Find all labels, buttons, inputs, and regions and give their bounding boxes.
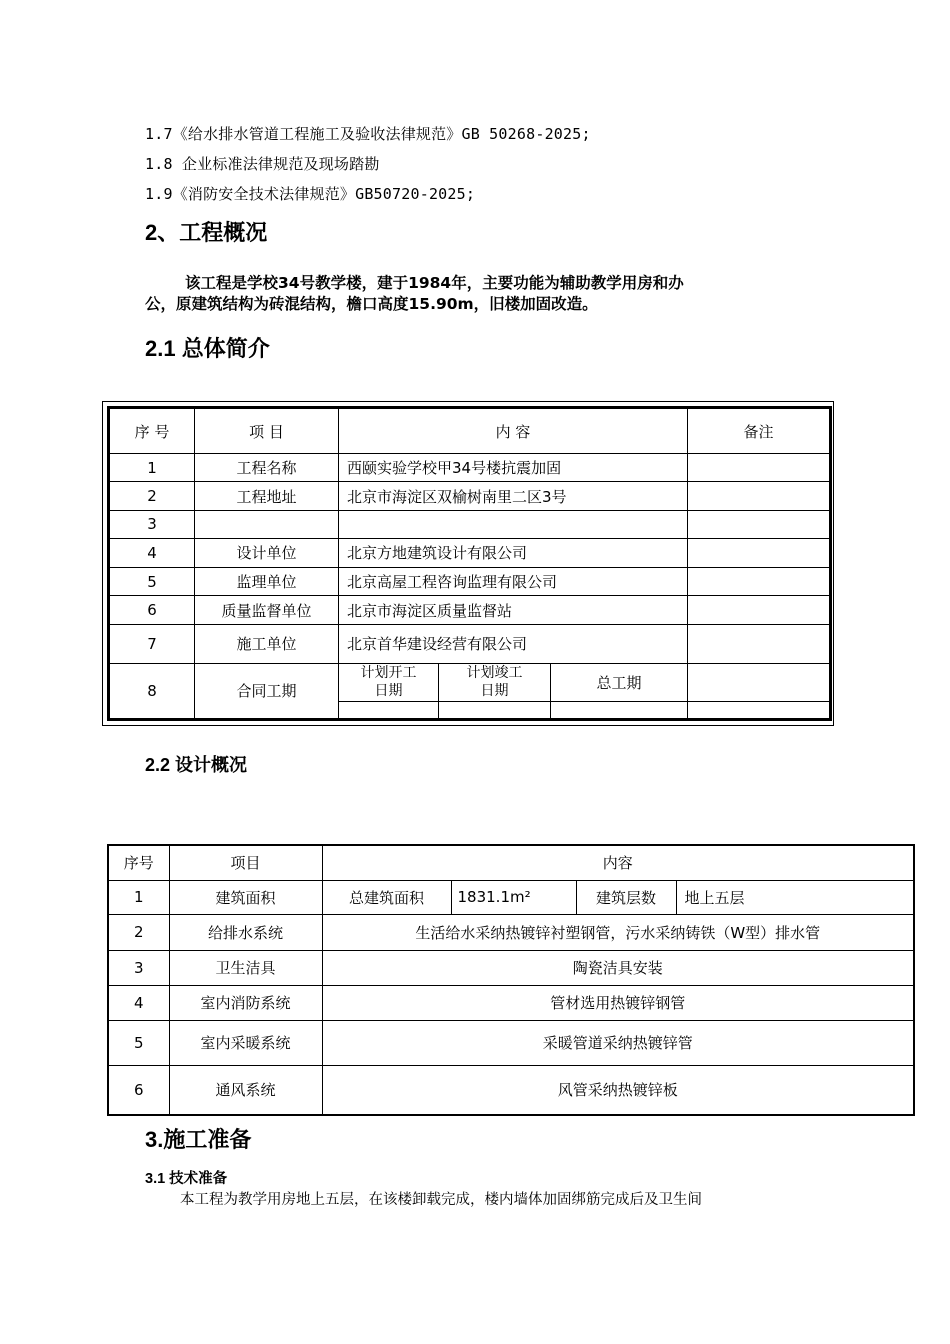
- cell-seq: 2: [109, 482, 195, 510]
- header-content: 内 容: [339, 408, 688, 454]
- table-row: [109, 625, 831, 663]
- floors-label: 建筑层数: [576, 880, 676, 914]
- header-item: 项 目: [195, 408, 339, 454]
- header-content: 内容: [322, 845, 914, 880]
- table-row: [108, 880, 914, 914]
- cell-content: 北京方地建筑设计有限公司: [339, 538, 688, 567]
- cell-item: 给排水系统: [169, 914, 322, 950]
- cell-seq: 5: [108, 1020, 169, 1065]
- cell-note: [688, 663, 831, 701]
- planned-end-line-2: 日期: [480, 683, 509, 700]
- header-seq: 序号: [108, 845, 169, 880]
- table-row: [109, 454, 831, 482]
- cell-seq: 6: [108, 1065, 169, 1115]
- table-row-contract-period: [109, 663, 831, 701]
- table-row: [108, 914, 914, 950]
- section-2-1-heading: 2.1 总体简介: [145, 336, 270, 361]
- header-seq: 序 号: [109, 408, 195, 454]
- cell-seq: 2: [108, 914, 169, 950]
- cell-content: 采暖管道采纳热镀锌管: [322, 1020, 914, 1065]
- cell-note: [688, 454, 831, 482]
- cell-note: [688, 510, 831, 538]
- cell-seq: 8: [109, 663, 195, 719]
- cell-seq: 4: [108, 985, 169, 1020]
- table-row: [109, 482, 831, 510]
- cell-seq: 4: [109, 538, 195, 567]
- design-header-row: [108, 845, 914, 880]
- cell-item: 质量监督单位: [195, 596, 339, 625]
- reference-1-7: 1.7《给水排水管道工程施工及验收法律规范》GB 50268-2025;: [145, 125, 591, 143]
- cell-item: 通风系统: [169, 1065, 322, 1115]
- cell-item: 合同工期: [195, 663, 339, 719]
- cell-seq: 1: [109, 454, 195, 482]
- header-item: 项目: [169, 845, 322, 880]
- cell-item: 工程地址: [195, 482, 339, 510]
- cell-note: [688, 701, 831, 719]
- paragraph-line-2: 公，原建筑结构为砖混结构，檐口高度15.90m，旧楼加固改造。: [145, 295, 598, 313]
- planned-end-date-value: [439, 701, 551, 719]
- cell-item: 设计单位: [195, 538, 339, 567]
- section-2-2-heading: 2.2 设计概况: [145, 755, 248, 775]
- total-period-label: 总工期: [551, 663, 688, 701]
- cell-content: 风管采纳热镀锌板: [322, 1065, 914, 1115]
- total-period-value: [551, 701, 688, 719]
- cell-content: 生活给水采纳热镀锌衬塑钢管，污水采纳铸铁（W型）排水管: [322, 914, 914, 950]
- cell-content: 陶瓷洁具安装: [322, 950, 914, 985]
- total-area-label: 总建筑面积: [322, 880, 451, 914]
- cell-item: [195, 510, 339, 538]
- cell-content: 北京市海淀区质量监督站: [339, 596, 688, 625]
- cell-seq: 5: [109, 567, 195, 595]
- planned-start-date-label: [339, 663, 439, 701]
- table-row: [109, 567, 831, 595]
- cell-item: 施工单位: [195, 625, 339, 663]
- cell-note: [688, 538, 831, 567]
- cell-content: 西颐实验学校甲34号楼抗震加固: [339, 454, 688, 482]
- cell-seq: 3: [108, 950, 169, 985]
- section-3-1-paragraph: 本工程为教学用房地上五层，在该楼卸载完成，楼内墙体加固绑筋完成后及卫生间: [180, 1192, 702, 1208]
- cell-seq: 1: [108, 880, 169, 914]
- cell-item: 工程名称: [195, 454, 339, 482]
- cell-note: [688, 482, 831, 510]
- table-row: [108, 985, 914, 1020]
- cell-content: 北京市海淀区双榆树南里二区3号: [339, 482, 688, 510]
- total-area-value: 1831.1m²: [451, 880, 576, 914]
- cell-content: [339, 510, 688, 538]
- paragraph-line-1: 该工程是学校34号教学楼，建于1984年，主要功能为辅助教学用房和办: [185, 274, 684, 292]
- cell-item: 室内消防系统: [169, 985, 322, 1020]
- planned-end-date-label: [439, 663, 551, 701]
- reference-1-8: 1.8 企业标准法律规范及现场踏勘: [145, 155, 380, 173]
- cell-note: [688, 625, 831, 663]
- cell-seq: 3: [109, 510, 195, 538]
- section-3-1-heading: 3.1 技术准备: [145, 1171, 228, 1187]
- planned-end-line-1: 计划竣工: [466, 665, 523, 682]
- floors-value: 地上五层: [676, 880, 914, 914]
- overview-table: [107, 406, 832, 721]
- table-header-row: [109, 408, 831, 454]
- overview-table-frame: [102, 401, 834, 726]
- cell-item: 室内采暖系统: [169, 1020, 322, 1065]
- cell-seq: 7: [109, 625, 195, 663]
- planned-start-date-value: [339, 701, 439, 719]
- cell-note: [688, 567, 831, 595]
- table-row: [109, 510, 831, 538]
- cell-content: 管材选用热镀锌钢管: [322, 985, 914, 1020]
- table-row: [108, 1020, 914, 1065]
- cell-item: 建筑面积: [169, 880, 322, 914]
- cell-item: 监理单位: [195, 567, 339, 595]
- section-2-heading: 2、工程概况: [145, 220, 268, 245]
- cell-note: [688, 596, 831, 625]
- cell-seq: 6: [109, 596, 195, 625]
- table-row: [109, 538, 831, 567]
- design-table: [107, 844, 915, 1116]
- reference-1-9: 1.9《消防安全技术法律规范》GB50720-2025;: [145, 185, 476, 203]
- table-row: [109, 596, 831, 625]
- cell-content: 北京高屋工程咨询监理有限公司: [339, 567, 688, 595]
- table-row: [108, 1065, 914, 1115]
- planned-start-line-1: 计划开工: [360, 665, 417, 682]
- section-3-heading: 3.施工准备: [145, 1127, 252, 1152]
- cell-content: 北京首华建设经营有限公司: [339, 625, 688, 663]
- table-row: [108, 950, 914, 985]
- cell-item: 卫生洁具: [169, 950, 322, 985]
- planned-start-line-2: 日期: [374, 683, 403, 700]
- section-2-paragraph: [145, 273, 817, 315]
- header-note: 备注: [688, 408, 831, 454]
